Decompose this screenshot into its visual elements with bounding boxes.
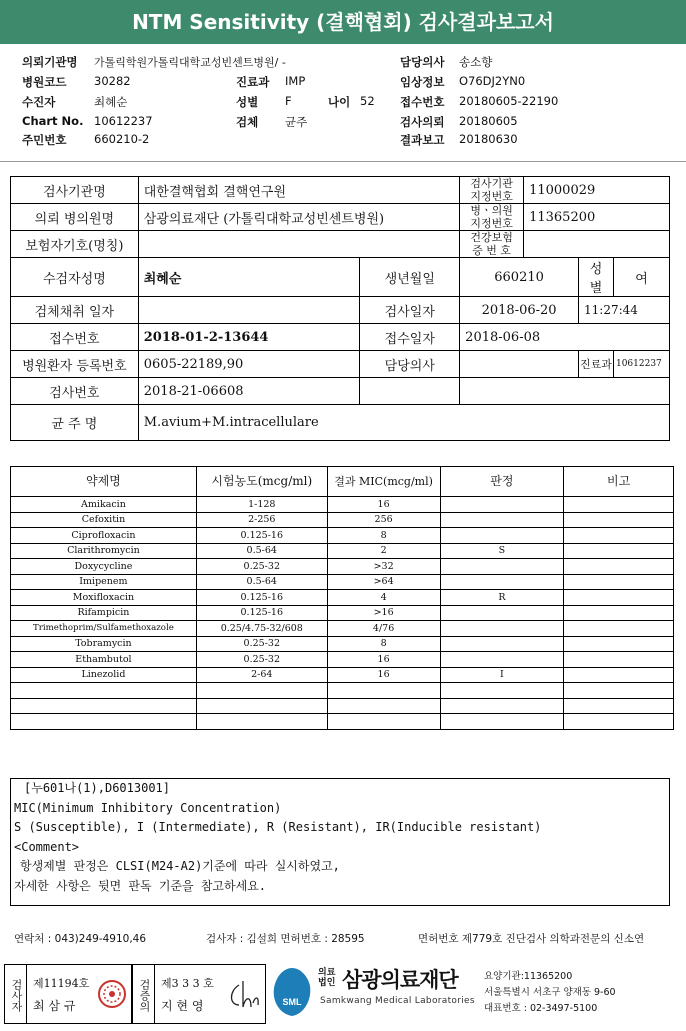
judgement [440,528,564,544]
col-judgement: 판정 [440,467,564,497]
remark [564,543,674,559]
drug-name: Ciprofloxacin [11,528,197,544]
dept-label: 진료과 [579,351,614,378]
label-request: 검사의뢰 [400,115,445,129]
drug-name: Rifampicin [11,605,197,621]
drug-row [11,590,674,606]
label-receipt: 접수번호 [400,95,445,109]
empty-cell [327,714,440,730]
report-form-table [10,176,670,441]
test-concentration: 2-256 [196,512,327,528]
drug-name: Cefoxitin [11,512,197,528]
hosp-no-label: 병ㆍ의원 지정번호 [460,204,524,231]
test-date-label: 검사일자 [360,297,460,324]
empty-cell [196,683,327,699]
verifier-name: 지 현 영 [161,999,204,1013]
reg-label: 병원환자 등록번호 [11,351,139,378]
value-dept: IMP [285,74,306,88]
report-title: NTM Sensitivity (결핵협회) 검사결과보고서 [0,0,686,44]
sml-logo-icon [270,966,314,1018]
col-concentration: 시험농도(mcg/ml) [196,467,327,497]
hosp-no-value: 11365200 [524,204,670,231]
label-institution: 의뢰기관명 [22,55,78,69]
receipt-label: 접수번호 [11,324,139,351]
handwritten-signature-icon [225,977,261,1011]
divider [0,161,686,162]
doctor-value [460,351,579,378]
hosp-label: 의뢰 병의원명 [11,204,139,231]
value-request: 20180605 [459,114,518,128]
dob-value: 660210 [460,258,579,297]
remark [564,590,674,606]
mic-result: 8 [327,528,440,544]
test-concentration: 0.125-16 [196,590,327,606]
judgement [440,574,564,590]
org-name: 삼광의료재단 [342,968,458,992]
mic-result: 256 [327,512,440,528]
judgement: R [440,590,564,606]
remark [564,497,674,513]
lab-no-value: 11000029 [524,177,670,204]
judgement [440,636,564,652]
remark [564,667,674,683]
empty-cell [440,714,564,730]
empty-cell [327,698,440,714]
receipt-date-value: 2018-06-08 [460,324,670,351]
empty-cell [196,698,327,714]
value-rrn: 660210-2 [94,132,150,146]
drug-name: Amikacin [11,497,197,513]
label-dept: 진료과 [236,75,270,89]
hosp-value: 삼광의료재단 (가톨릭대학교성빈센트병원) [138,204,459,231]
footer-license: 면허번호 제779호 진단검사 의학과전문의 신소연 [418,933,645,945]
receipt-date-label: 접수일자 [360,324,460,351]
label-report: 결과보고 [400,133,445,147]
empty-cell [11,714,197,730]
sex-label: 성별 [579,258,614,297]
org-english-name: Samkwang Medical Laboratories [320,996,475,1006]
drug-row-empty [11,683,674,699]
test-concentration: 0.125-16 [196,605,327,621]
drug-name: Moxifloxacin [11,590,197,606]
value-institution: 가톨릭학원가톨릭대학교성빈센트병원/ - [94,56,286,69]
test-concentration: 0.25/4.75-32/608 [196,621,327,637]
examiner-sign-box [4,964,132,1024]
name-label: 수검자성명 [11,258,139,297]
insured-value [138,231,459,258]
judgement [440,621,564,637]
empty-cell [564,698,674,714]
col-mic: 결과 MIC(mcg/ml) [327,467,440,497]
red-seal-icon [97,979,127,1009]
drug-row [11,652,674,668]
drug-name: Doxycycline [11,559,197,575]
doctor-label: 담당의사 [360,351,460,378]
mic-result: >64 [327,574,440,590]
label-clinical: 임상정보 [400,75,445,89]
test-concentration: 0.5-64 [196,574,327,590]
examiner-no: 제11194호 [33,977,90,990]
org-prefix: 의료 법인 [318,968,336,988]
value-age: 52 [360,94,375,108]
empty-cell [564,683,674,699]
org-phone: 대표번호 : 02-3497-5100 [484,1003,598,1014]
note-line2: 자세한 사항은 뒷면 판독 기준을 참고하세요. [14,878,267,893]
judgement [440,497,564,513]
value-specimen: 균주 [285,115,308,129]
collect-value [138,297,360,324]
judgement: S [440,543,564,559]
drug-row [11,636,674,652]
remark [564,528,674,544]
test-time-value: 11:27:44 [579,297,670,324]
test-date-value: 2018-06-20 [460,297,579,324]
test-concentration: 2-64 [196,667,327,683]
mic-result: 16 [327,667,440,683]
label-rrn: 주민번호 [22,133,67,147]
remark [564,605,674,621]
drug-row [11,667,674,683]
label-patient: 수진자 [22,95,56,109]
test-concentration: 0.125-16 [196,528,327,544]
examiner-label: 검사자 [5,965,27,1023]
lab-label: 검사기관명 [11,177,139,204]
empty-cell [440,683,564,699]
judgement [440,652,564,668]
mic-result: 4 [327,590,440,606]
notes-box [10,778,670,906]
footer-examiner: 검사자 : 김설희 면허번호 : 28595 [206,933,365,945]
drug-name: Imipenem [11,574,197,590]
empty-cell [11,698,197,714]
drug-row-empty [11,698,674,714]
empty-cell [11,683,197,699]
drug-row [11,528,674,544]
value-hospital-code: 30282 [94,74,131,88]
examiner-name: 최 삼 규 [33,999,76,1013]
label-sex: 성별 [236,95,259,109]
remark [564,621,674,637]
drug-row [11,574,674,590]
dept-value: 10612237 [613,351,669,378]
logo-text: SML [282,997,302,1007]
mic-result: >32 [327,559,440,575]
drug-name: Tobramycin [11,636,197,652]
label-hospital-code: 병원코드 [22,75,67,89]
note-line1: 항생제별 판정은 CLSI(M24-A2)기준에 따라 실시하였고, [20,859,340,873]
insured-label: 보험자기호(명칭) [11,231,139,258]
judgement [440,559,564,575]
drug-row-empty [11,714,674,730]
label-doctor: 담당의사 [400,55,445,69]
verifier-label: 검증의 [133,965,155,1023]
note-legend: S (Susceptible), I (Intermediate), R (Resistant), IR(Inducible resistant) [14,820,542,834]
label-specimen: 검체 [236,115,259,129]
verifier-no: 제3 3 3 호 [161,977,214,990]
health-value [524,231,670,258]
drug-name: Ethambutol [11,652,197,668]
name-value: 최혜순 [138,258,360,297]
mic-result: >16 [327,605,440,621]
value-patient: 최혜순 [94,95,128,109]
col-drug: 약제명 [11,467,197,497]
org-address: 서울특별시 서초구 양재동 9-60 [484,987,616,998]
test-concentration: 0.25-32 [196,559,327,575]
mic-result: 8 [327,636,440,652]
drug-sensitivity-table [10,466,674,730]
sex-value: 여 [613,258,669,297]
verifier-sign-box [132,964,266,1024]
drug-name: Trimethoprim/Sulfamethoxazole [11,621,197,637]
remark [564,574,674,590]
value-receipt: 20180605-22190 [459,94,559,108]
test-concentration: 0.25-32 [196,652,327,668]
test-no-value: 2018-21-06608 [138,378,360,405]
judgement [440,605,564,621]
mic-result: 2 [327,543,440,559]
receipt-value: 2018-01-2-13644 [138,324,360,351]
mic-result: 16 [327,652,440,668]
remark [564,559,674,575]
drug-name: Linezolid [11,667,197,683]
test-concentration: 0.25-32 [196,636,327,652]
reg-value: 0605-22189,90 [138,351,360,378]
drug-row [11,512,674,528]
patient-info [22,54,672,150]
drug-name: Clarithromycin [11,543,197,559]
drug-row [11,605,674,621]
test-no-label: 검사번호 [11,378,139,405]
judgement [440,512,564,528]
label-chart: Chart No. [22,114,84,128]
judgement: I [440,667,564,683]
value-report: 20180630 [459,132,518,146]
note-code: [누601나(1),D6013001] [24,781,171,795]
value-sex: F [285,94,292,108]
value-chart: 10612237 [94,114,153,128]
empty-cell [196,714,327,730]
footer-contact: 연락처 : 043)249-4910,46 [14,933,147,945]
lab-value: 대한결핵협회 결핵연구원 [138,177,459,204]
test-concentration: 0.5-64 [196,543,327,559]
remark [564,636,674,652]
drug-row [11,559,674,575]
remark [564,512,674,528]
org-code: 요양기관:11365200 [484,971,573,982]
remark [564,652,674,668]
drug-row [11,497,674,513]
empty-cell [327,683,440,699]
dob-label: 생년월일 [360,258,460,297]
col-remark: 비고 [564,467,674,497]
value-doctor: 송소향 [459,55,493,69]
empty-cell [564,714,674,730]
empty-cell [440,698,564,714]
mic-result: 16 [327,497,440,513]
note-mic: MIC(Minimum Inhibitory Concentration) [14,800,282,815]
strain-label: 균 주 명 [11,405,139,441]
health-label: 건강보험 증 번 호 [460,231,524,258]
drug-row [11,543,674,559]
mic-result: 4/76 [327,621,440,637]
value-clinical: O76DJ2YN0 [459,74,526,88]
label-age: 나이 [328,95,351,109]
drug-row [11,621,674,637]
test-concentration: 1-128 [196,497,327,513]
lab-no-label: 검사기관 지정번호 [460,177,524,204]
note-comment-label: <Comment> [14,839,80,854]
collect-label: 검체채취 일자 [11,297,139,324]
strain-value: M.avium+M.intracellulare [138,405,669,441]
